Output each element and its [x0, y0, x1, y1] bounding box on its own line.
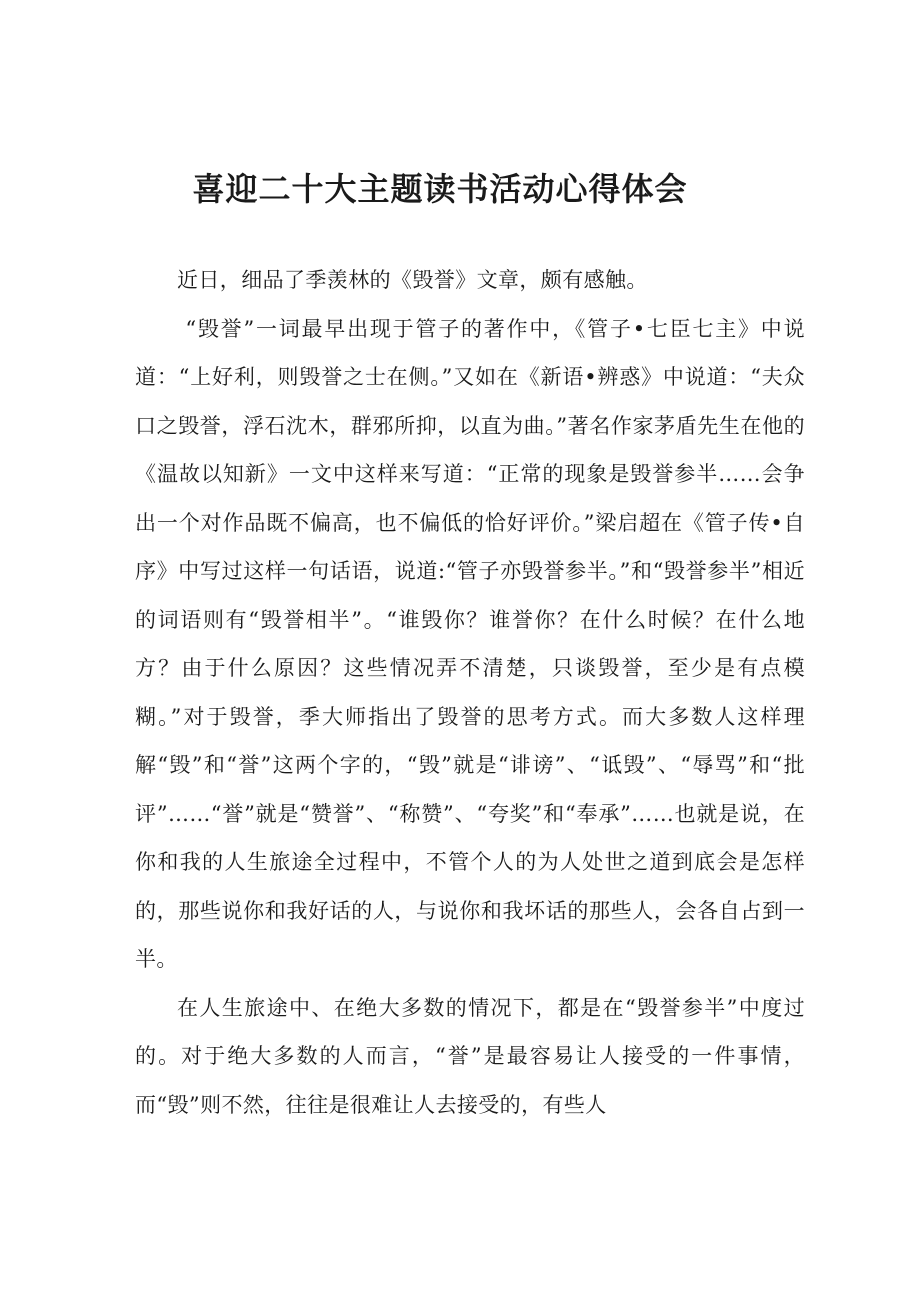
document-title: 喜迎二十大主题读书活动心得体会	[192, 170, 688, 208]
paragraph-origin-of-huiyu: “毁誉”一词最早出现于管子的著作中，《管子•七臣七主》中说道：“上好利，则毁誉之士在侧。”又如在《新语•辨惑》中说道：“夫众口之毁誉，浮石沈木，群邪所抑，以直为曲。”著名作家茅盾先生在他的《温故以知新》一文中这样来写道：“正常的现象是毁誉参半……会争出一个对作品既不偏高，也不偏低的恰好评价。”梁启超在《管子传•自序》中写过这样一句话语，说道:“管子亦毁誉参半。”和“毁誉参半”相近的词语则有“毁誉相半”。“谁毁你？谁誉你？在什么时候？在什么地方？由于什么原因？这些情况弄不清楚，只谈毁誉，至少是有点模糊。”对于毁誉，季大师指出了毁誉的思考方式。而大多数人这样理解“毁”和“誉”这两个字的，“毁”就是“诽谤”、“诋毁”、“辱骂”和“批评”……“誉”就是“赞誉”、“称赞”、“夸奖”和“奉承”……也就是说，在你和我的人生旅途全过程中，不管个人的为人处世之道到底会是怎样的，那些说你和我好话的人，与说你和我坏话的那些人，会各自占到一半。	[135, 316, 805, 971]
document-body	[135, 256, 805, 1129]
paragraph-life-journey: 在人生旅途中、在绝大多数的情况下，都是在“毁誉参半”中度过的。对于绝大多数的人而言，“誉”是最容易让人接受的一件事情，而“毁”则不然，往往是很难让人去接受的，有些人	[135, 995, 805, 1117]
paragraph-intro: 近日，细品了季羡林的《毁誉》文章，颇有感触。	[177, 268, 648, 292]
